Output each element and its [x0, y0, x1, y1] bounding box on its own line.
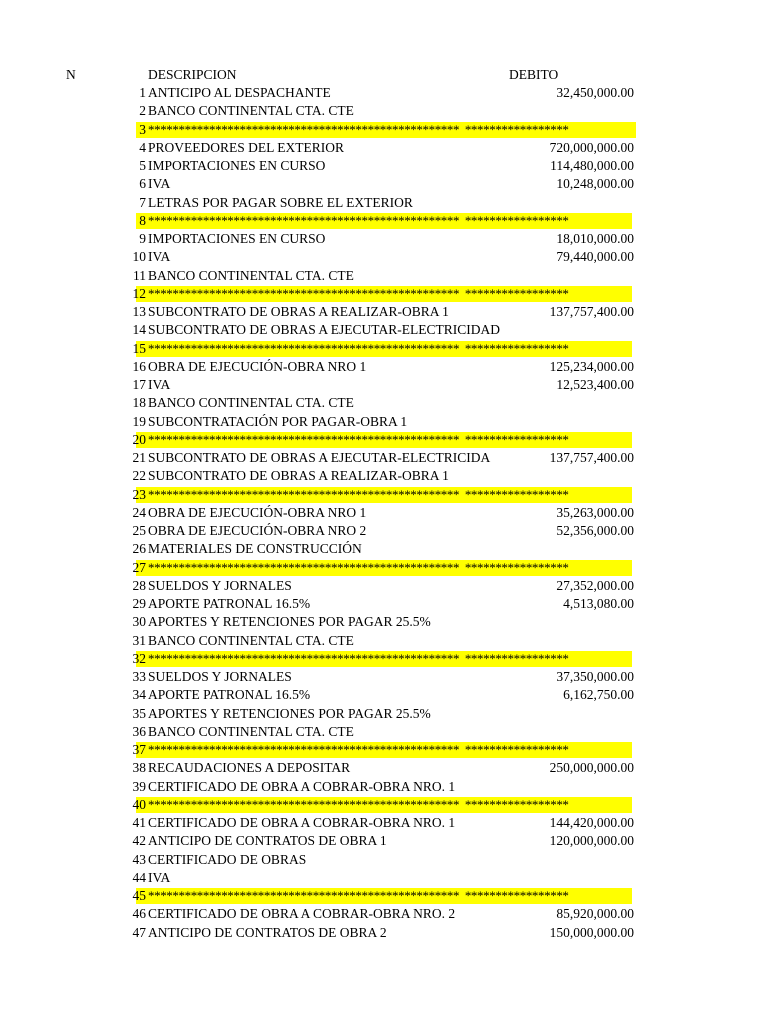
row-debit: 144,420,000.00 [549, 815, 634, 830]
table-row [0, 595, 768, 613]
row-number: 30 [132, 614, 146, 630]
row-number: 43 [132, 851, 146, 867]
separator-asterisks [148, 741, 569, 759]
row-description: LETRAS POR PAGAR SOBRE EL EXTERIOR [148, 194, 413, 210]
separator-asterisks [148, 796, 569, 814]
row-debit: 12,523,400.00 [556, 377, 634, 392]
row-number: 22 [132, 468, 146, 484]
row-debit: 18,010,000.00 [556, 231, 634, 246]
row-number: 5 [139, 158, 146, 173]
separator-asterisks-left: *************************************************** [148, 650, 460, 666]
table-row [0, 686, 768, 704]
row-debit: 125,234,000.00 [549, 358, 634, 374]
separator-asterisks-left: *************************************************** [148, 340, 460, 356]
row-number: 34 [132, 687, 146, 703]
separator-asterisks-right: ***************** [464, 212, 569, 228]
table-row [0, 248, 768, 266]
row-number: 1 [139, 85, 146, 100]
row-description: IVA [148, 176, 171, 192]
row-description: ANTICIPO DE CONTRATOS DE OBRA 1 [148, 833, 387, 849]
separator-asterisks-right: ***************** [464, 888, 569, 903]
table-row [0, 358, 768, 376]
row-number: 8 [139, 212, 146, 228]
table-row [0, 321, 768, 339]
separator-asterisks [148, 650, 569, 668]
row-number: 33 [132, 669, 146, 684]
table-row [0, 522, 768, 540]
row-number: 12 [132, 285, 146, 301]
separator-asterisks [148, 559, 569, 577]
row-number: 11 [133, 267, 146, 283]
row-number: 24 [132, 504, 146, 520]
row-number: 19 [132, 413, 146, 429]
row-debit: 137,757,400.00 [549, 304, 634, 319]
row-debit: 137,757,400.00 [549, 450, 634, 465]
row-number: 47 [132, 924, 146, 940]
row-description: BANCO CONTINENTAL CTA. CTE [148, 632, 354, 648]
row-description: MATERIALES DE CONSTRUCCIÓN [148, 541, 362, 557]
row-number: 31 [132, 632, 146, 648]
row-description: SUBCONTRATO DE OBRAS A EJECUTAR-ELECTRICIDAD [148, 322, 500, 338]
column-header-n: N [66, 67, 76, 82]
separator-asterisks-left: *************************************************** [148, 285, 460, 301]
row-number: 35 [132, 705, 146, 721]
separator-row [0, 887, 768, 905]
table-row [0, 449, 768, 467]
separator-row [0, 212, 768, 230]
row-description: BANCO CONTINENTAL CTA. CTE [148, 103, 354, 119]
separator-row [0, 559, 768, 577]
row-description: SUBCONTRATO DE OBRAS A EJECUTAR-ELECTRICIDA [148, 450, 491, 465]
row-description: IVA [148, 249, 171, 265]
separator-row [0, 486, 768, 504]
row-debit: 6,162,750.00 [563, 687, 634, 703]
table-row [0, 759, 768, 777]
row-number: 42 [132, 833, 146, 849]
table-row [0, 230, 768, 248]
column-header-debito: DEBITO [509, 67, 559, 82]
row-description: OBRA DE EJECUCIÓN-OBRA NRO 1 [148, 504, 367, 520]
row-debit: 720,000,000.00 [549, 139, 634, 155]
row-description: BANCO CONTINENTAL CTA. CTE [148, 723, 354, 739]
separator-row [0, 285, 768, 303]
row-number: 15 [132, 340, 146, 356]
row-number: 25 [132, 523, 146, 538]
row-debit: 114,480,000.00 [550, 158, 634, 173]
row-debit: 150,000,000.00 [549, 924, 634, 940]
row-debit: 10,248,000.00 [556, 176, 634, 192]
table-row [0, 832, 768, 850]
row-number: 39 [132, 778, 146, 794]
separator-asterisks-right: ***************** [464, 121, 569, 137]
column-header-descripcion: DESCRIPCION [148, 67, 237, 82]
row-debit: 37,350,000.00 [556, 669, 634, 684]
table-row [0, 869, 768, 887]
table-row [0, 905, 768, 923]
separator-asterisks-left: *************************************************** [148, 796, 460, 812]
row-description: APORTES Y RETENCIONES POR PAGAR 25.5% [148, 705, 431, 721]
table-row [0, 851, 768, 869]
row-number: 38 [132, 760, 146, 776]
table-row [0, 705, 768, 723]
separator-asterisks-left: *************************************************** [148, 212, 460, 228]
row-description: SUELDOS Y JORNALES [148, 669, 292, 684]
table-row [0, 267, 768, 285]
row-number: 9 [139, 231, 146, 246]
separator-row [0, 340, 768, 358]
ledger-rows [0, 84, 768, 942]
row-number: 46 [132, 906, 146, 922]
table-row [0, 175, 768, 193]
separator-asterisks [148, 340, 569, 358]
table-row [0, 394, 768, 412]
separator-row [0, 650, 768, 668]
separator-row [0, 741, 768, 759]
table-row [0, 632, 768, 650]
separator-asterisks-right: ***************** [464, 742, 569, 757]
row-number: 14 [132, 322, 146, 338]
table-row [0, 924, 768, 942]
row-number: 21 [132, 450, 146, 465]
row-number: 20 [132, 431, 146, 447]
row-description: SUBCONTRATO DE OBRAS A REALIZAR-OBRA 1 [148, 468, 449, 484]
row-number: 16 [132, 358, 146, 374]
separator-asterisks [148, 887, 569, 905]
separator-asterisks [148, 285, 569, 303]
table-row [0, 723, 768, 741]
row-number: 3 [139, 121, 146, 137]
separator-asterisks [148, 486, 569, 504]
row-description: BANCO CONTINENTAL CTA. CTE [148, 395, 354, 411]
row-number: 37 [132, 742, 146, 757]
separator-asterisks-right: ***************** [464, 285, 569, 301]
separator-asterisks-right: ***************** [464, 486, 569, 502]
row-number: 7 [139, 194, 146, 210]
row-description: SUBCONTRATO DE OBRAS A REALIZAR-OBRA 1 [148, 304, 449, 319]
row-number: 40 [132, 796, 146, 812]
separator-asterisks-right: ***************** [464, 340, 569, 356]
row-description: IVA [148, 377, 171, 392]
row-number: 29 [132, 596, 146, 611]
row-description: BANCO CONTINENTAL CTA. CTE [148, 267, 354, 283]
row-description: ANTICIPO AL DESPACHANTE [148, 85, 331, 100]
separator-row [0, 121, 768, 139]
row-number: 28 [132, 577, 146, 593]
row-number: 23 [132, 486, 146, 502]
row-description: CERTIFICADO DE OBRA A COBRAR-OBRA NRO. 1 [148, 778, 456, 794]
row-description: OBRA DE EJECUCIÓN-OBRA NRO 1 [148, 358, 367, 374]
row-debit: 120,000,000.00 [549, 833, 634, 849]
row-number: 45 [132, 888, 146, 903]
row-debit: 4,513,080.00 [563, 596, 634, 611]
separator-asterisks [148, 431, 569, 449]
row-debit: 79,440,000.00 [556, 249, 634, 265]
separator-asterisks-left: *************************************************** [148, 742, 460, 757]
row-number: 27 [132, 559, 146, 575]
table-row [0, 814, 768, 832]
separator-row [0, 796, 768, 814]
table-row [0, 102, 768, 120]
separator-asterisks-left: *************************************************** [148, 431, 460, 447]
row-description: SUBCONTRATACIÓN POR PAGAR-OBRA 1 [148, 413, 408, 429]
row-number: 18 [132, 395, 146, 411]
separator-asterisks-right: ***************** [464, 559, 569, 575]
row-debit: 35,263,000.00 [556, 504, 634, 520]
separator-asterisks-right: ***************** [464, 650, 569, 666]
row-description: IMPORTACIONES EN CURSO [148, 231, 326, 246]
row-description: ANTICIPO DE CONTRATOS DE OBRA 2 [148, 924, 387, 940]
table-row [0, 504, 768, 522]
separator-asterisks-left: *************************************************** [148, 486, 460, 502]
separator-asterisks-right: ***************** [464, 431, 569, 447]
row-description: SUELDOS Y JORNALES [148, 577, 292, 593]
row-debit: 250,000,000.00 [549, 760, 634, 776]
table-row [0, 194, 768, 212]
row-number: 10 [132, 249, 146, 265]
row-description: APORTE PATRONAL 16.5% [148, 596, 311, 611]
table-row [0, 303, 768, 321]
row-description: CERTIFICADO DE OBRA A COBRAR-OBRA NRO. 2 [148, 906, 456, 922]
row-description: APORTE PATRONAL 16.5% [148, 687, 311, 703]
separator-asterisks-left: *************************************************** [148, 888, 460, 903]
row-number: 4 [139, 139, 146, 155]
table-row [0, 84, 768, 102]
separator-asterisks [148, 212, 569, 230]
row-number: 13 [132, 304, 146, 319]
row-description: IVA [148, 869, 171, 885]
separator-row [0, 431, 768, 449]
table-row [0, 139, 768, 157]
row-number: 41 [132, 815, 146, 830]
row-description: RECAUDACIONES A DEPOSITAR [148, 760, 351, 776]
table-row [0, 467, 768, 485]
row-description: PROVEEDORES DEL EXTERIOR [148, 139, 344, 155]
row-debit: 85,920,000.00 [556, 906, 634, 922]
row-number: 6 [139, 176, 146, 192]
row-number: 32 [132, 650, 146, 666]
row-debit: 27,352,000.00 [556, 577, 634, 593]
table-row [0, 376, 768, 394]
row-description: IMPORTACIONES EN CURSO [148, 158, 326, 173]
row-debit: 32,450,000.00 [556, 85, 634, 100]
separator-asterisks [148, 121, 569, 139]
separator-asterisks-right: ***************** [464, 796, 569, 812]
row-description: CERTIFICADO DE OBRAS [148, 851, 307, 867]
row-number: 36 [132, 723, 146, 739]
row-number: 17 [132, 377, 146, 392]
separator-asterisks-left: *************************************************** [148, 559, 460, 575]
table-row [0, 540, 768, 558]
table-row [0, 778, 768, 796]
table-row [0, 668, 768, 686]
table-row [0, 413, 768, 431]
row-description: CERTIFICADO DE OBRA A COBRAR-OBRA NRO. 1 [148, 815, 456, 830]
row-debit: 52,356,000.00 [556, 523, 634, 538]
table-row [0, 577, 768, 595]
row-number: 44 [132, 869, 146, 885]
row-number: 26 [132, 541, 146, 557]
row-description: OBRA DE EJECUCIÓN-OBRA NRO 2 [148, 523, 367, 538]
separator-asterisks-left: *************************************************** [148, 121, 460, 137]
row-number: 2 [139, 103, 146, 119]
table-row [0, 157, 768, 175]
table-row [0, 613, 768, 631]
row-description: APORTES Y RETENCIONES POR PAGAR 25.5% [148, 614, 431, 630]
